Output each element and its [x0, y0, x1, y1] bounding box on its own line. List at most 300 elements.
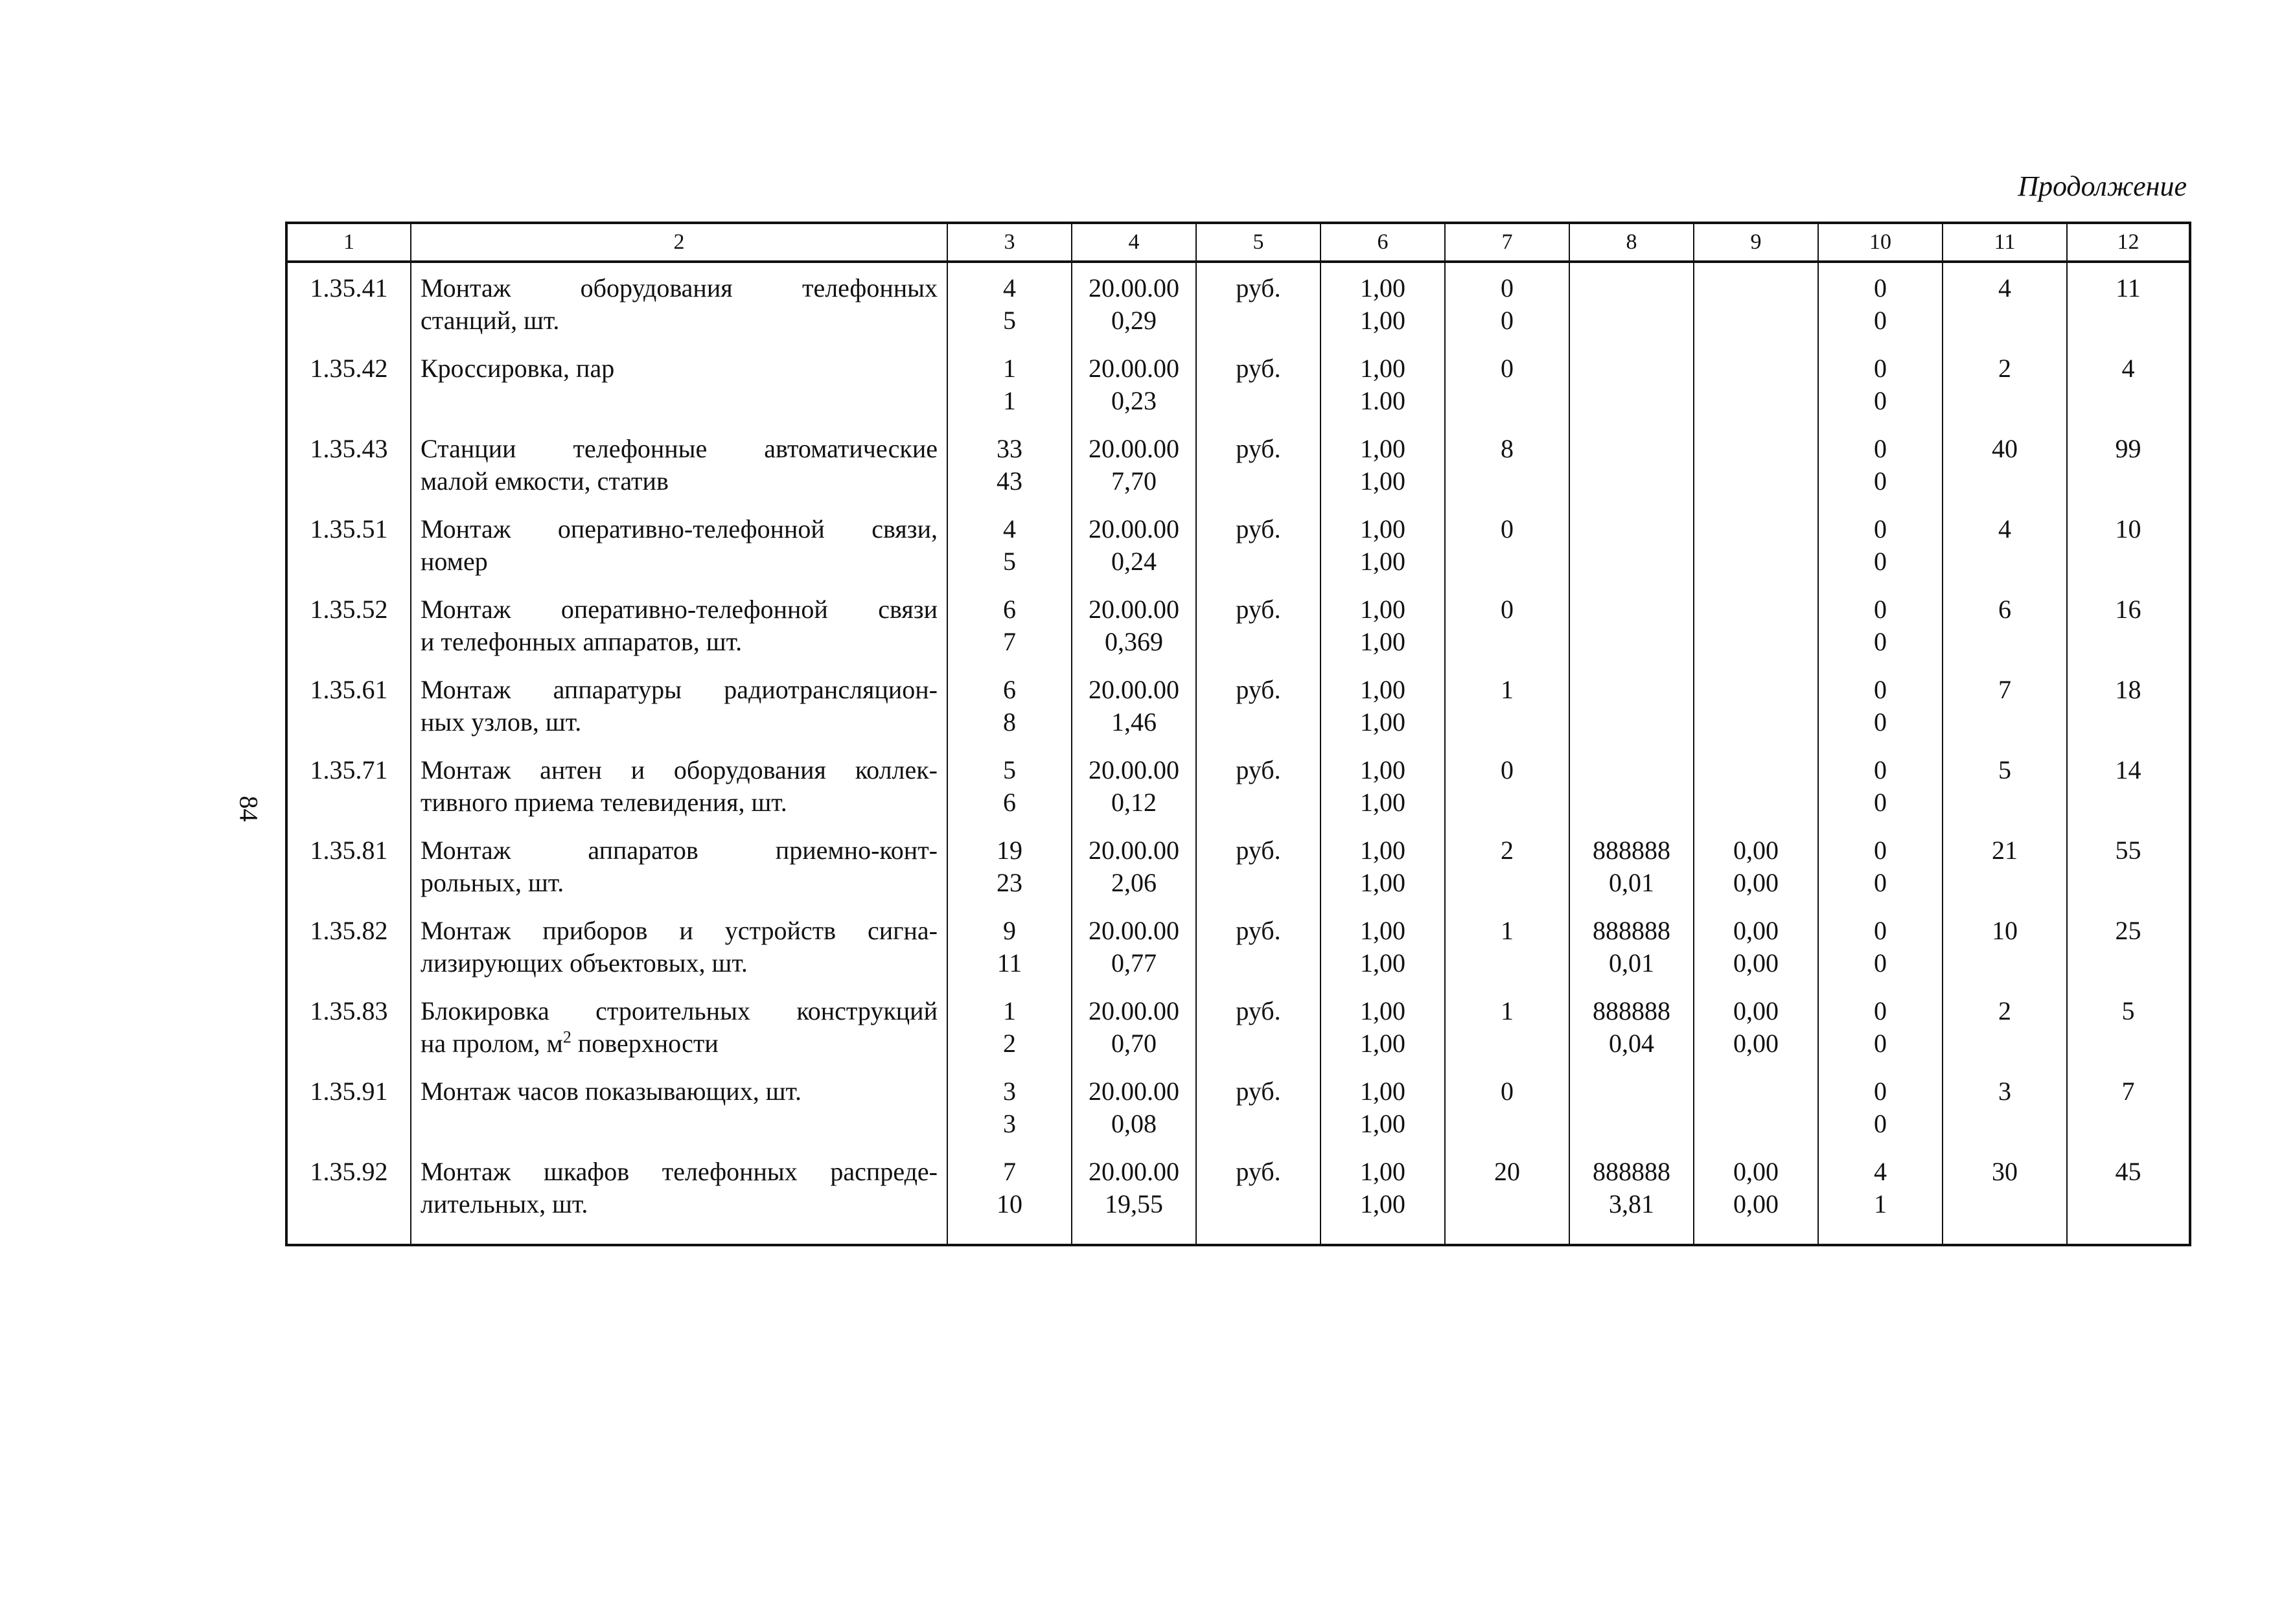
row-c7 [1445, 745, 1569, 825]
row-c8-bottom: 3,81 [1609, 1189, 1654, 1218]
row-c12: 18 [2067, 665, 2190, 745]
row-c6 [1321, 745, 1445, 825]
row-c11: 40 [1943, 424, 2067, 504]
row-c4-top: 20.00.00 [1089, 916, 1179, 945]
row-c8-bottom [1570, 626, 1693, 658]
row-c10-top: 4 [1874, 1157, 1887, 1186]
row-c12: 16 [2067, 584, 2190, 665]
row-c10-bottom: 0 [1874, 868, 1887, 897]
row-name [411, 343, 947, 424]
row-c11: 6 [1943, 584, 2067, 665]
row-c5-unit: руб. [1196, 504, 1321, 584]
row-c8-top: 888888 [1593, 836, 1670, 865]
row-c7-bottom [1446, 1108, 1569, 1140]
row-c6-bottom: 1,00 [1360, 627, 1405, 656]
row-c4-bottom: 0,24 [1111, 547, 1157, 576]
row-c8 [1569, 986, 1694, 1066]
row-c4-bottom: 0,29 [1111, 306, 1157, 335]
row-c8 [1569, 665, 1694, 745]
row-c11: 3 [1943, 1066, 2067, 1147]
row-c9-bottom [1694, 1108, 1817, 1140]
row-c8-bottom: 0,01 [1609, 868, 1654, 897]
row-c6-top: 1,00 [1360, 836, 1405, 865]
table-body [286, 262, 2190, 1245]
table-row [286, 665, 2190, 745]
row-c4-top: 20.00.00 [1089, 1077, 1179, 1106]
table-row [286, 1066, 2190, 1147]
row-c12: 4 [2067, 343, 2190, 424]
row-c10 [1818, 1066, 1943, 1147]
row-c6-top: 1,00 [1360, 354, 1405, 383]
row-c6 [1321, 825, 1445, 906]
row-c10-bottom: 0 [1874, 948, 1887, 978]
row-c10-bottom: 0 [1874, 1029, 1887, 1058]
row-c9-bottom: 0,00 [1733, 948, 1779, 978]
row-c9-bottom: 0,00 [1733, 868, 1779, 897]
row-c3-bottom: 3 [1003, 1109, 1016, 1138]
row-c6-top: 1,00 [1360, 595, 1405, 624]
row-c4 [1072, 1147, 1196, 1245]
row-c3-bottom: 2 [1003, 1029, 1016, 1058]
row-c9-top: 0,00 [1733, 916, 1779, 945]
row-name-line2: номер [421, 547, 488, 576]
row-c3-bottom: 7 [1003, 627, 1016, 656]
row-c10-bottom: 0 [1874, 386, 1887, 415]
row-c12: 5 [2067, 986, 2190, 1066]
row-name-line1: Монтаж часов показывающих, шт. [421, 1077, 802, 1106]
row-c9-bottom [1694, 545, 1817, 578]
row-c8-top [1570, 1075, 1693, 1108]
row-c9 [1694, 906, 1818, 986]
row-name [411, 665, 947, 745]
row-c8 [1569, 343, 1694, 424]
row-c10-top: 0 [1874, 755, 1887, 784]
row-name [411, 825, 947, 906]
row-c7-bottom [1446, 947, 1569, 979]
row-c10-bottom: 1 [1874, 1189, 1887, 1218]
row-name-line1: Монтаж оборудования телефонных [421, 273, 938, 303]
row-c7 [1445, 906, 1569, 986]
row-c7-bottom [1446, 706, 1569, 738]
row-c8 [1569, 504, 1694, 584]
row-c9 [1694, 745, 1818, 825]
row-c11: 7 [1943, 665, 2067, 745]
row-c4-top: 20.00.00 [1089, 273, 1179, 303]
table-row [286, 906, 2190, 986]
row-c9-bottom: 0,00 [1733, 1029, 1779, 1058]
row-c6-top: 1,00 [1360, 1157, 1405, 1186]
row-c9 [1694, 584, 1818, 665]
table-row [286, 262, 2190, 343]
row-c4-bottom: 0,70 [1111, 1029, 1157, 1058]
row-c8 [1569, 825, 1694, 906]
row-c8 [1569, 745, 1694, 825]
row-c7-top: 20 [1494, 1157, 1520, 1186]
row-c9 [1694, 1147, 1818, 1245]
row-c4 [1072, 262, 1196, 343]
row-c3 [947, 343, 1072, 424]
row-c4-top: 20.00.00 [1089, 1157, 1179, 1186]
row-c4-top: 20.00.00 [1089, 354, 1179, 383]
row-c9 [1694, 424, 1818, 504]
row-c9-top [1694, 513, 1817, 545]
row-name-line2: малой емкости, статив [421, 466, 669, 496]
row-c7 [1445, 1147, 1569, 1245]
row-c7-top: 0 [1501, 755, 1514, 784]
row-c9-top [1694, 674, 1817, 706]
row-c6-bottom: 1,00 [1360, 1029, 1405, 1058]
row-c4 [1072, 424, 1196, 504]
row-name [411, 906, 947, 986]
row-c3 [947, 665, 1072, 745]
row-c10-top: 0 [1874, 595, 1887, 624]
row-c8 [1569, 1147, 1694, 1245]
row-code: 1.35.61 [286, 665, 411, 745]
row-c10 [1818, 745, 1943, 825]
row-c9-top [1694, 272, 1817, 304]
row-c8 [1569, 1066, 1694, 1147]
table-row [286, 745, 2190, 825]
row-name-line2: и телефонных аппаратов, шт. [421, 627, 743, 656]
row-c4 [1072, 665, 1196, 745]
row-c8-bottom [1570, 786, 1693, 819]
row-c9-top [1694, 433, 1817, 465]
row-c7-bottom [1446, 867, 1569, 899]
row-c12: 99 [2067, 424, 2190, 504]
row-c9-bottom [1694, 304, 1817, 337]
row-c3-bottom: 11 [997, 948, 1022, 978]
row-c12: 25 [2067, 906, 2190, 986]
header-col-3: 3 [947, 223, 1072, 262]
row-c3-bottom: 8 [1003, 707, 1016, 737]
row-c8-bottom [1570, 385, 1693, 417]
row-c6-top: 1,00 [1360, 916, 1405, 945]
row-c7-top: 0 [1501, 1077, 1514, 1106]
row-c10 [1818, 504, 1943, 584]
row-c9 [1694, 986, 1818, 1066]
row-c3-bottom: 6 [1003, 788, 1016, 817]
row-c4-bottom: 0,12 [1111, 788, 1157, 817]
row-c10-top: 0 [1874, 273, 1887, 303]
row-c6 [1321, 584, 1445, 665]
row-c3 [947, 825, 1072, 906]
row-name [411, 986, 947, 1066]
row-c9 [1694, 1066, 1818, 1147]
row-c7-bottom [1446, 626, 1569, 658]
row-c9-top: 0,00 [1733, 1157, 1779, 1186]
row-code: 1.35.82 [286, 906, 411, 986]
row-c9 [1694, 825, 1818, 906]
row-c6-bottom: 1,00 [1360, 1189, 1405, 1218]
row-c7-top: 0 [1501, 354, 1514, 383]
row-name-line1: Монтаж шкафов телефонных распреде- [421, 1157, 938, 1186]
row-c4-top: 20.00.00 [1089, 434, 1179, 463]
row-c4-top: 20.00.00 [1089, 755, 1179, 784]
superscript-2: 2 [562, 1027, 571, 1047]
row-c4-bottom: 0,23 [1111, 386, 1157, 415]
row-c8-bottom [1570, 545, 1693, 578]
header-col-12: 12 [2067, 223, 2190, 262]
row-c7-bottom [1446, 786, 1569, 819]
row-c3 [947, 504, 1072, 584]
row-name-line1: Монтаж приборов и устройств сигна- [421, 916, 938, 945]
row-name-line1: Блокировка строительных конструкций [421, 996, 938, 1025]
row-code: 1.35.81 [286, 825, 411, 906]
estimate-table-container [285, 222, 2189, 1246]
row-c9-top [1694, 593, 1817, 626]
row-c3-top: 7 [1003, 1157, 1016, 1186]
row-c3-top: 5 [1003, 755, 1016, 784]
row-c8-top: 888888 [1593, 916, 1670, 945]
row-c5-unit: руб. [1196, 825, 1321, 906]
row-c4 [1072, 825, 1196, 906]
row-c9-bottom [1694, 706, 1817, 738]
row-c5-unit: руб. [1196, 424, 1321, 504]
row-code: 1.35.92 [286, 1147, 411, 1245]
row-name-line1: Монтаж антен и оборудования коллек- [421, 755, 938, 784]
row-c4 [1072, 986, 1196, 1066]
row-c5-unit: руб. [1196, 745, 1321, 825]
row-c3-top: 4 [1003, 273, 1016, 303]
row-c9 [1694, 343, 1818, 424]
row-c8-top [1570, 352, 1693, 385]
row-c11: 5 [1943, 745, 2067, 825]
row-name-line2: лительных, шт. [421, 1189, 588, 1218]
row-code: 1.35.41 [286, 262, 411, 343]
header-col-6: 6 [1321, 223, 1445, 262]
row-c8-bottom: 0,01 [1609, 948, 1654, 978]
row-c10 [1818, 343, 1943, 424]
row-c3 [947, 1147, 1072, 1245]
row-c9-top [1694, 754, 1817, 786]
row-c10-bottom: 0 [1874, 547, 1887, 576]
row-c7-top: 1 [1501, 675, 1514, 704]
row-c4-top: 20.00.00 [1089, 675, 1179, 704]
row-c7 [1445, 504, 1569, 584]
row-c11: 21 [1943, 825, 2067, 906]
row-c7-top: 0 [1501, 514, 1514, 543]
row-name [411, 504, 947, 584]
row-name-line2: ных узлов, шт. [421, 707, 582, 737]
table-row [286, 825, 2190, 906]
table-row [286, 584, 2190, 665]
row-c3-bottom: 23 [997, 868, 1022, 897]
row-c7-bottom [1446, 385, 1569, 417]
row-c4-bottom: 7,70 [1111, 466, 1157, 496]
row-name-line2 [421, 1027, 938, 1060]
row-c7 [1445, 262, 1569, 343]
row-name-line2: рольных, шт. [421, 868, 564, 897]
header-col-2: 2 [411, 223, 947, 262]
table-row [286, 424, 2190, 504]
header-col-10: 10 [1818, 223, 1943, 262]
row-name-line2-part-b: поверхности [571, 1029, 719, 1058]
row-c10-bottom: 0 [1874, 788, 1887, 817]
row-c7 [1445, 1066, 1569, 1147]
row-c8-bottom: 0,04 [1609, 1029, 1654, 1058]
row-c5-unit: руб. [1196, 986, 1321, 1066]
row-c9-top [1694, 352, 1817, 385]
row-c3 [947, 424, 1072, 504]
row-name [411, 262, 947, 343]
row-c4-bottom: 2,06 [1111, 868, 1157, 897]
row-c7-bottom [1446, 1027, 1569, 1060]
row-c6 [1321, 343, 1445, 424]
row-c10 [1818, 424, 1943, 504]
row-c8-top: 888888 [1593, 1157, 1670, 1186]
row-c10 [1818, 262, 1943, 343]
row-c8-bottom [1570, 465, 1693, 497]
row-c3-top: 3 [1003, 1077, 1016, 1106]
row-c11: 4 [1943, 504, 2067, 584]
row-c7-top: 0 [1501, 595, 1514, 624]
row-c10-top: 0 [1874, 514, 1887, 543]
row-c6-bottom: 1.00 [1360, 386, 1405, 415]
row-c6-top: 1,00 [1360, 675, 1405, 704]
row-code: 1.35.71 [286, 745, 411, 825]
row-c10 [1818, 825, 1943, 906]
row-name-line2: станций, шт. [421, 306, 560, 335]
row-c4-bottom: 19,55 [1105, 1189, 1163, 1218]
row-c6 [1321, 906, 1445, 986]
row-name-line2: лизирующих объектовых, шт. [421, 948, 748, 978]
row-c3-bottom: 5 [1003, 306, 1016, 335]
estimate-table [285, 222, 2191, 1246]
row-c4 [1072, 343, 1196, 424]
row-c7 [1445, 825, 1569, 906]
row-c3 [947, 745, 1072, 825]
row-c9-bottom [1694, 465, 1817, 497]
row-c6 [1321, 504, 1445, 584]
row-c10-top: 0 [1874, 434, 1887, 463]
row-c7-top: 1 [1501, 916, 1514, 945]
row-c4-bottom: 1,46 [1111, 707, 1157, 737]
row-c6-bottom: 1,00 [1360, 788, 1405, 817]
row-c4-top: 20.00.00 [1089, 514, 1179, 543]
row-c3-top: 4 [1003, 514, 1016, 543]
row-c3-top: 6 [1003, 675, 1016, 704]
row-c11: 30 [1943, 1147, 2067, 1245]
row-c9-top [1694, 1075, 1817, 1108]
row-name-line1: Монтаж оперативно-телефонной связи [421, 595, 938, 624]
row-c6 [1321, 665, 1445, 745]
row-c3-top: 1 [1003, 996, 1016, 1025]
row-c8-top [1570, 674, 1693, 706]
row-c5-unit: руб. [1196, 1066, 1321, 1147]
row-c10-top: 0 [1874, 916, 1887, 945]
row-c10-top: 0 [1874, 996, 1887, 1025]
row-c6 [1321, 262, 1445, 343]
header-col-8: 8 [1569, 223, 1694, 262]
row-c3-top: 1 [1003, 354, 1016, 383]
row-c4-bottom: 0,77 [1111, 948, 1157, 978]
row-c9-bottom [1694, 626, 1817, 658]
row-name-line1: Монтаж аппаратов приемно-конт- [421, 836, 938, 865]
row-c3 [947, 906, 1072, 986]
header-col-5: 5 [1196, 223, 1321, 262]
row-c3-bottom: 43 [997, 466, 1022, 496]
row-c9 [1694, 665, 1818, 745]
row-c10-bottom: 0 [1874, 707, 1887, 737]
row-c5-unit: руб. [1196, 1147, 1321, 1245]
row-c12: 45 [2067, 1147, 2190, 1245]
row-c8-top [1570, 272, 1693, 304]
row-c6-bottom: 1,00 [1360, 948, 1405, 978]
row-c8 [1569, 906, 1694, 986]
row-c7-top: 8 [1501, 434, 1514, 463]
row-c6-top: 1,00 [1360, 755, 1405, 784]
header-col-7: 7 [1445, 223, 1569, 262]
row-c12: 11 [2067, 262, 2190, 343]
row-c7-bottom [1446, 465, 1569, 497]
row-c6-bottom: 1,00 [1360, 466, 1405, 496]
row-c9-top: 0,00 [1733, 996, 1779, 1025]
row-c6-bottom: 1,00 [1360, 306, 1405, 335]
row-c4 [1072, 1066, 1196, 1147]
row-c6-bottom: 1,00 [1360, 1109, 1405, 1138]
row-name-line1: Монтаж оперативно-телефонной связи, [421, 514, 938, 543]
row-c3 [947, 986, 1072, 1066]
row-c10-top: 0 [1874, 836, 1887, 865]
row-c7 [1445, 986, 1569, 1066]
row-c9-bottom [1694, 385, 1817, 417]
row-c10 [1818, 665, 1943, 745]
row-c5-unit: руб. [1196, 343, 1321, 424]
row-c12: 14 [2067, 745, 2190, 825]
row-code: 1.35.42 [286, 343, 411, 424]
row-c4 [1072, 906, 1196, 986]
row-c3-top: 19 [997, 836, 1022, 865]
row-c7-top: 2 [1501, 836, 1514, 865]
row-code: 1.35.43 [286, 424, 411, 504]
row-c7-top: 1 [1501, 996, 1514, 1025]
row-c3-top: 9 [1003, 916, 1016, 945]
row-c7 [1445, 665, 1569, 745]
header-col-9: 9 [1694, 223, 1818, 262]
row-c9 [1694, 262, 1818, 343]
row-c7 [1445, 343, 1569, 424]
header-col-4: 4 [1072, 223, 1196, 262]
row-c8-top: 888888 [1593, 996, 1670, 1025]
row-name-line1: Монтаж аппаратуры радиотрансляцион- [421, 675, 938, 704]
row-c9 [1694, 504, 1818, 584]
row-c11: 2 [1943, 343, 2067, 424]
table-row [286, 1147, 2190, 1245]
row-c6 [1321, 424, 1445, 504]
row-c8-top [1570, 754, 1693, 786]
row-name-line1: Кроссировка, пар [421, 354, 615, 383]
row-c6-top: 1,00 [1360, 434, 1405, 463]
row-c5-unit: руб. [1196, 584, 1321, 665]
row-code: 1.35.91 [286, 1066, 411, 1147]
page-number: 84 [234, 795, 264, 822]
row-name [411, 584, 947, 665]
row-c10 [1818, 986, 1943, 1066]
header-row [286, 223, 2190, 262]
row-c10 [1818, 906, 1943, 986]
row-name [411, 424, 947, 504]
row-c9-bottom [1694, 786, 1817, 819]
row-c4-top: 20.00.00 [1089, 836, 1179, 865]
header-col-1: 1 [286, 223, 411, 262]
row-c10-bottom: 0 [1874, 627, 1887, 656]
row-c7-top: 0 [1501, 273, 1514, 303]
row-c10-bottom: 0 [1874, 466, 1887, 496]
row-c6-top: 1,00 [1360, 996, 1405, 1025]
row-code: 1.35.52 [286, 584, 411, 665]
header-col-11: 11 [1943, 223, 2067, 262]
row-c3-top: 6 [1003, 595, 1016, 624]
